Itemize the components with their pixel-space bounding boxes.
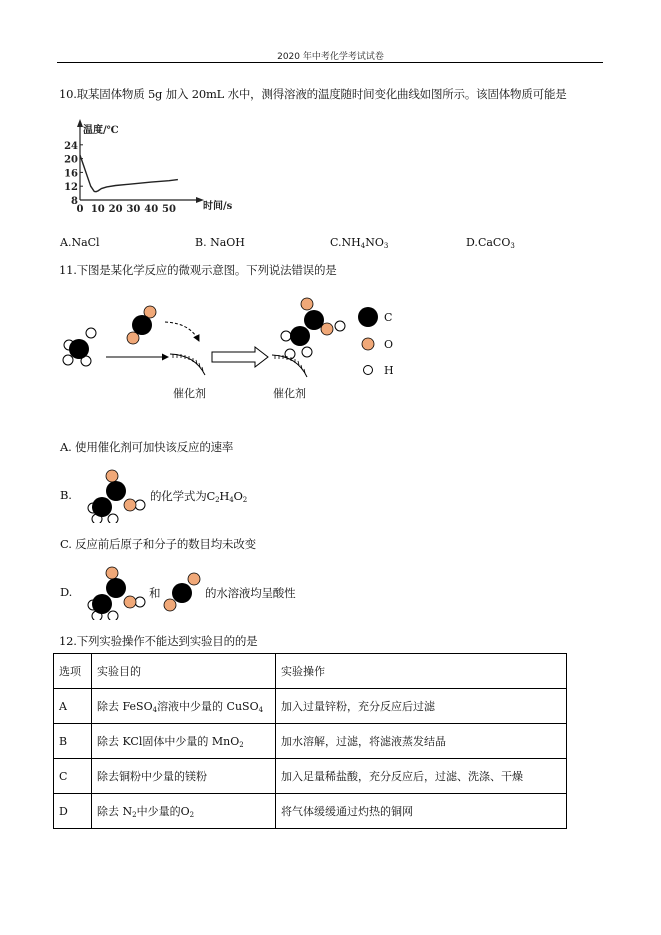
x-tick-label: 50 — [162, 204, 176, 215]
legend-label-h: H — [384, 364, 394, 377]
legend-hydrogen-icon — [364, 366, 373, 375]
methane-molecule — [63, 328, 96, 366]
legend-label-c: C — [384, 311, 393, 324]
option-text: 的化学式为 — [150, 489, 207, 503]
q10-option-a[interactable] — [60, 236, 100, 249]
text-part: 中少量的O — [136, 805, 190, 818]
x-tick-label: 20 — [108, 204, 123, 215]
formula-part: NH — [341, 236, 361, 249]
option-label: A. — [60, 440, 72, 454]
subscript: 4 — [152, 706, 158, 714]
formula-subscript: 4 — [360, 242, 366, 250]
table-header-row — [54, 654, 567, 689]
formula-part: H — [219, 489, 230, 503]
formula — [478, 236, 515, 249]
formula-subscript: 4 — [229, 496, 234, 504]
q11-option-b-molecule — [85, 468, 155, 523]
operation-cell: 加水溶解，过滤，将滤液蒸发结晶 — [276, 724, 567, 759]
page-header-title: 2020 年中考化学考试试卷 — [277, 52, 384, 62]
temperature-curve — [80, 155, 178, 192]
option-label: D. — [466, 236, 478, 249]
q10-temperature-chart — [55, 115, 235, 220]
table-row[interactable] — [54, 724, 567, 759]
x-tick-label: 10 — [90, 204, 105, 215]
formula — [207, 489, 247, 503]
subscript: 2 — [189, 811, 195, 819]
q11-stem: 11.下图是某化学反应的微观示意图。下列说法错误的是 — [59, 263, 337, 277]
option-text: NaOH — [210, 236, 245, 249]
subscript: 2 — [132, 811, 137, 819]
q11-option-d-label[interactable]: D. — [60, 585, 73, 599]
q12-experiment-table — [53, 653, 567, 829]
operation-cell: 加入过量锌粉，充分反应后过滤 — [276, 689, 567, 724]
y-tick-label: 8 — [71, 196, 78, 207]
option-text: NaCl — [71, 236, 100, 249]
table-row[interactable] — [54, 794, 567, 829]
q11-option-d-text: 的水溶液均呈酸性 — [205, 586, 296, 600]
dashed-arrow-icon — [165, 322, 199, 341]
q10-option-b[interactable] — [195, 236, 245, 249]
y-tick-label: 20 — [64, 154, 78, 166]
catalyst-surface-icon — [170, 354, 205, 375]
q12-stem: 12.下列实验操作不能达到实验目的的是 — [59, 634, 258, 648]
x-axis-label: 时间/s — [203, 201, 233, 212]
y-tick-label: 24 — [64, 140, 78, 152]
hydrogen-atom — [302, 347, 312, 357]
catalyst-label: 催化剂 — [173, 387, 206, 400]
formula-subscript: 2 — [215, 496, 220, 504]
table-row[interactable] — [54, 689, 567, 724]
formula-part: NO — [365, 236, 384, 249]
formula-part: CaCO — [477, 236, 511, 249]
operation-cell: 将气体缓缓通过灼热的铜网 — [276, 794, 567, 829]
formula-subscript: 2 — [242, 496, 247, 504]
header-divider — [57, 62, 603, 63]
y-axis-label: 温度/℃ — [83, 125, 119, 136]
x-tick-label: 40 — [144, 204, 159, 215]
catalyst-label: 催化剂 — [273, 387, 306, 400]
y-tick-label: 12 — [64, 182, 78, 194]
oxygen-atom — [127, 332, 139, 344]
oxygen-atom — [301, 298, 313, 310]
option-text: 使用催化剂可加快该反应的速率 — [75, 440, 234, 454]
table-row[interactable] — [54, 759, 567, 794]
legend-oxygen-icon — [362, 338, 374, 350]
subscript: 2 — [239, 741, 244, 749]
y-tick-label: 16 — [64, 168, 78, 180]
hollow-arrow-icon — [212, 347, 268, 367]
option-cell: A — [54, 689, 92, 724]
formula-subscript: 3 — [510, 242, 515, 250]
purpose-cell — [92, 794, 276, 829]
formula-part: C — [206, 489, 216, 503]
hydrogen-atom — [63, 355, 73, 365]
legend-label-o: O — [384, 338, 394, 351]
formula-part: O — [233, 489, 243, 503]
table-header-cell: 实验目的 — [92, 654, 276, 689]
q10-stem: 10.取某固体物质 5g 加入 20mL 水中，测得溶液的温度随时间变化曲线如图所示。该固体物质可能是 — [59, 87, 567, 101]
carbon-atom — [304, 310, 324, 330]
q11-option-c[interactable] — [60, 536, 256, 552]
q11-option-b-label[interactable]: B. — [60, 488, 72, 502]
option-label: B. — [195, 236, 207, 249]
text-part: 除去 N — [97, 805, 133, 818]
purpose-cell — [92, 724, 276, 759]
option-label: C. — [60, 537, 72, 551]
carbon-atom — [132, 315, 152, 335]
q10-option-d[interactable] — [466, 236, 515, 249]
table-header-cell: 实验操作 — [276, 654, 567, 689]
hydrogen-atom — [335, 321, 345, 331]
subscript: 4 — [258, 706, 264, 714]
option-text: 反应前后原子和分子的数目均未改变 — [75, 537, 256, 551]
q11-option-b-text — [150, 488, 247, 504]
purpose-cell — [92, 689, 276, 724]
carbon-atom — [69, 339, 89, 359]
x-tick-label: 30 — [126, 204, 141, 215]
x-tick-label: 0 — [76, 204, 84, 215]
option-cell: D — [54, 794, 92, 829]
carbon-dioxide-molecule — [127, 306, 156, 344]
text-part: 除去 KCl固体中少量的 MnO — [97, 735, 240, 748]
q11-option-d-molecule-acid — [85, 565, 155, 620]
option-cell: B — [54, 724, 92, 759]
text-part: 除去铜粉中少量的镁粉 — [97, 770, 207, 783]
q11-option-a[interactable] — [60, 439, 233, 455]
operation-cell: 加入足量稀盐酸，充分反应后，过滤、洗涤、干燥 — [276, 759, 567, 794]
q11-reaction-diagram — [55, 295, 415, 410]
option-label: A. — [60, 236, 72, 249]
hydrogen-atom — [281, 331, 291, 341]
text-part: 除去 FeSO — [97, 700, 153, 713]
formula — [342, 236, 389, 249]
acetic-acid-molecule — [281, 298, 345, 359]
option-cell: C — [54, 759, 92, 794]
formula-subscript: 3 — [383, 242, 389, 250]
text-part: 溶液中少量的 CuSO — [157, 700, 259, 713]
purpose-cell — [92, 759, 276, 794]
q11-option-d-molecule-co2 — [160, 570, 205, 615]
oxygen-atom — [321, 323, 333, 335]
q11-option-d-connector: 和 — [149, 586, 161, 600]
carbon-atom — [290, 326, 310, 346]
option-label: C. — [330, 236, 342, 249]
hydrogen-atom — [86, 328, 96, 338]
q10-option-c[interactable] — [330, 236, 388, 249]
legend-carbon-icon — [358, 307, 378, 327]
table-header-cell: 选项 — [54, 654, 92, 689]
